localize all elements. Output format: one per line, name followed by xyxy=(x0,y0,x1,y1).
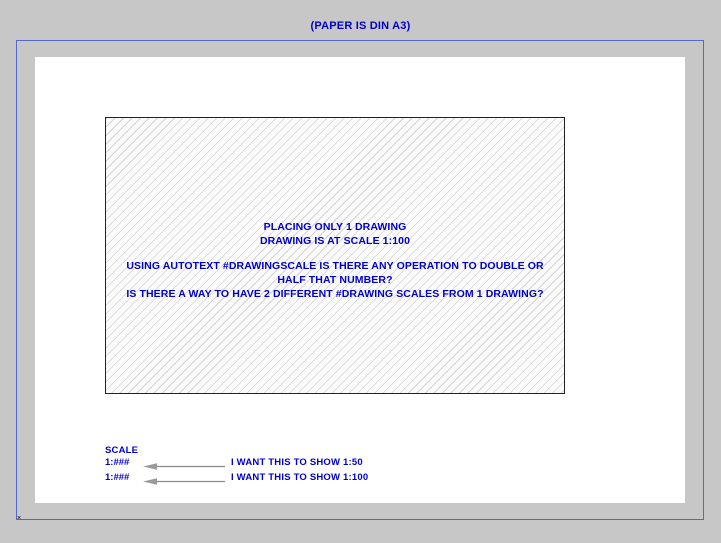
scale-field-value[interactable]: 1:### xyxy=(105,472,130,483)
resize-handle-icon[interactable]: × xyxy=(16,515,22,522)
drawing-viewport[interactable] xyxy=(105,117,565,394)
leader-arrow-icon xyxy=(143,478,225,485)
scale-annotation: I WANT THIS TO SHOW 1:50 xyxy=(231,457,363,468)
drawing-note-line-2: DRAWING IS AT SCALE 1:100 xyxy=(259,235,411,247)
question-line-2: IS THERE A WAY TO HAVE 2 DIFFERENT #DRAWING SCALES FROM 1 DRAWING? xyxy=(126,288,544,300)
leader-arrow-icon xyxy=(143,463,225,470)
scale-row xyxy=(105,457,585,471)
title-block xyxy=(105,445,585,486)
scale-row xyxy=(105,472,585,486)
question-line-1: USING AUTOTEXT #DRAWINGSCALE IS THERE ANY OPERATION TO DOUBLE OR HALF THAT NUMBER? xyxy=(126,260,544,286)
paper-frame xyxy=(16,40,704,520)
drawing-text-block xyxy=(106,220,564,301)
scale-label: SCALE xyxy=(105,445,139,456)
scale-field-value[interactable]: 1:### xyxy=(105,457,130,468)
drawing-note-line-1: PLACING ONLY 1 DRAWING xyxy=(263,221,407,233)
paper-size-caption: (PAPER IS DIN A3) xyxy=(310,20,411,32)
drawing-sheet xyxy=(35,57,685,503)
scale-annotation: I WANT THIS TO SHOW 1:100 xyxy=(231,472,369,483)
text-spacer xyxy=(106,248,564,259)
